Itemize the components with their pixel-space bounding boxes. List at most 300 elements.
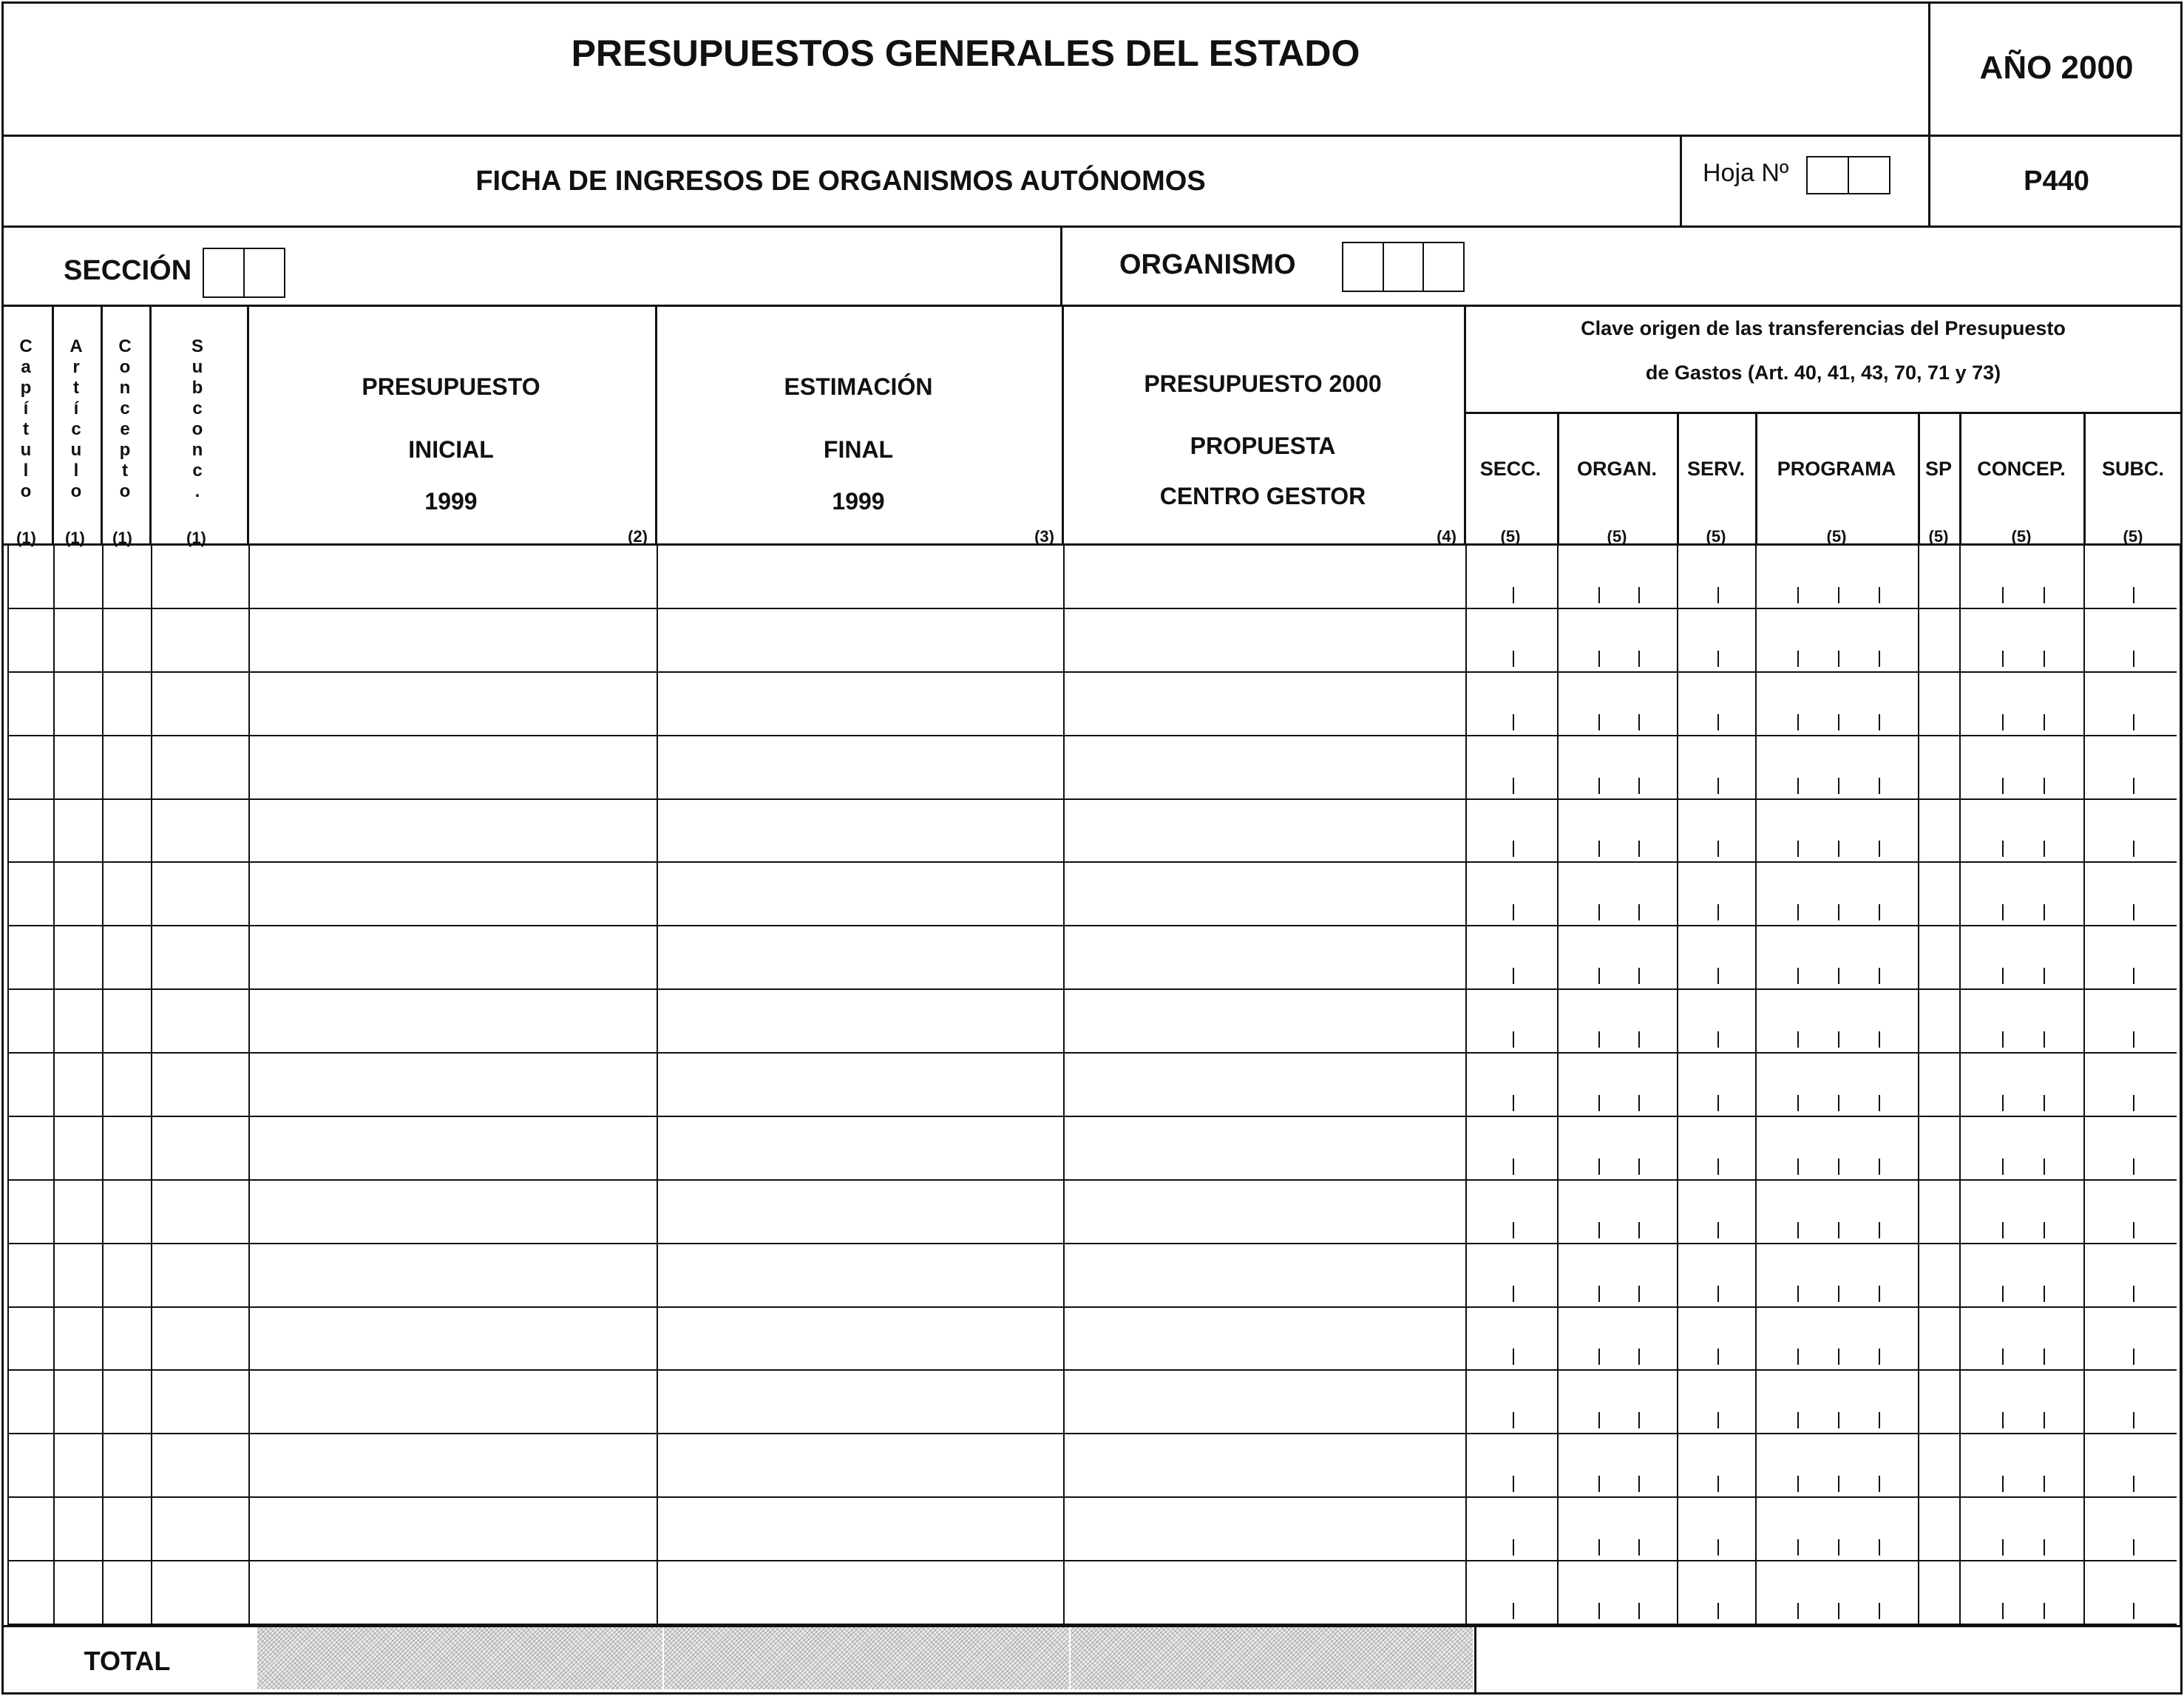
entry-cell[interactable]: [658, 673, 1063, 735]
entry-cell[interactable]: [1757, 1561, 1918, 1624]
entry-cell[interactable]: [1961, 800, 2083, 862]
entry-cell[interactable]: [1961, 1181, 2083, 1243]
entry-cell[interactable]: [55, 609, 102, 671]
entry-cell[interactable]: [2085, 926, 2180, 988]
entry-cell[interactable]: [9, 1244, 53, 1306]
digit-separator-tick: [1638, 904, 1640, 920]
entry-cell[interactable]: [1678, 1117, 1755, 1179]
entry-cell[interactable]: [1961, 1244, 2083, 1306]
entry-cell[interactable]: [658, 800, 1063, 862]
entry-cell[interactable]: [2085, 863, 2180, 925]
entry-cell[interactable]: [9, 1181, 53, 1243]
digit-separator-tick: [1513, 1286, 1514, 1302]
entry-cell[interactable]: [1919, 1054, 1959, 1116]
entry-cell[interactable]: [2085, 990, 2180, 1052]
entry-cell[interactable]: [2085, 1308, 2180, 1370]
digit-separator-tick: [1638, 1476, 1640, 1492]
entry-cell[interactable]: [9, 736, 53, 798]
entry-cell[interactable]: [55, 1434, 102, 1496]
entry-cell[interactable]: [1467, 1181, 1557, 1243]
entry-cell[interactable]: [2085, 800, 2180, 862]
transfer-col-header: SP: [1924, 458, 1953, 480]
entry-cell[interactable]: [1757, 800, 1918, 862]
entry-cell[interactable]: [250, 990, 657, 1052]
entry-cell[interactable]: [1757, 1434, 1918, 1496]
entry-cell[interactable]: [1065, 673, 1465, 735]
entry-cell[interactable]: [152, 609, 248, 671]
header-letter: o: [119, 357, 131, 377]
digit-separator-tick: [1513, 714, 1514, 730]
entry-cell[interactable]: [658, 1244, 1063, 1306]
entry-cell[interactable]: [1065, 926, 1465, 988]
entry-cell[interactable]: [1757, 1308, 1918, 1370]
entry-cell[interactable]: [1678, 673, 1755, 735]
digit-separator-tick: [1638, 1095, 1640, 1111]
entry-cell[interactable]: [1961, 926, 2083, 988]
entry-cell[interactable]: [1919, 736, 1959, 798]
entry-cell[interactable]: [1757, 1371, 1918, 1433]
entry-cell[interactable]: [1961, 990, 2083, 1052]
entry-cell[interactable]: [1678, 990, 1755, 1052]
entry-cell[interactable]: [152, 1117, 248, 1179]
entry-cell[interactable]: [1757, 546, 1918, 608]
entry-cell[interactable]: [104, 609, 151, 671]
entry-cell[interactable]: [250, 1371, 657, 1433]
digit-separator-tick: [1598, 1159, 1600, 1175]
entry-cell[interactable]: [658, 736, 1063, 798]
entry-cell[interactable]: [1467, 926, 1557, 988]
entry-cell[interactable]: [1678, 1181, 1755, 1243]
digit-separator-tick: [1513, 1603, 1514, 1619]
note-propuesta: (4): [1437, 527, 1456, 546]
digit-separator-tick: [1717, 651, 1719, 667]
entry-cell[interactable]: [104, 546, 151, 608]
entry-cell[interactable]: [1919, 546, 1959, 608]
entry-cell[interactable]: [9, 1308, 53, 1370]
entry-cell[interactable]: [250, 926, 657, 988]
entry-cell[interactable]: [658, 1498, 1063, 1560]
digit-separator-tick: [2133, 1031, 2134, 1048]
entry-cell[interactable]: [9, 673, 53, 735]
digit-separator-tick: [1838, 1031, 1839, 1048]
entry-cell[interactable]: [1065, 546, 1465, 608]
entry-cell[interactable]: [1678, 609, 1755, 671]
entry-cell[interactable]: [9, 800, 53, 862]
digit-separator-tick: [1717, 904, 1719, 920]
entry-cell[interactable]: [250, 736, 657, 798]
entry-cell[interactable]: [1961, 1308, 2083, 1370]
entry-cell[interactable]: [2085, 1371, 2180, 1433]
entry-cell[interactable]: [9, 1498, 53, 1560]
header-letter: u: [191, 357, 203, 377]
entry-cell[interactable]: [1678, 1434, 1755, 1496]
entry-cell[interactable]: [152, 1181, 248, 1243]
entry-cell[interactable]: [1919, 1244, 1959, 1306]
entry-cell[interactable]: [250, 1434, 657, 1496]
entry-cell[interactable]: [9, 1371, 53, 1433]
entry-cell[interactable]: [250, 1244, 657, 1306]
entry-cell[interactable]: [1757, 990, 1918, 1052]
entry-cell[interactable]: [658, 990, 1063, 1052]
header-letter: t: [23, 419, 29, 439]
entry-cell[interactable]: [55, 1181, 102, 1243]
entry-cell[interactable]: [1065, 1117, 1465, 1179]
entry-cell[interactable]: [250, 1117, 657, 1179]
entry-cell[interactable]: [1559, 1054, 1677, 1116]
entry-cell[interactable]: [55, 1498, 102, 1560]
entry-cell[interactable]: [1559, 1308, 1677, 1370]
entry-cell[interactable]: [1961, 1434, 2083, 1496]
entry-cell[interactable]: [1757, 673, 1918, 735]
entry-cell[interactable]: [1559, 1371, 1677, 1433]
entry-cell[interactable]: [1467, 990, 1557, 1052]
entry-cell[interactable]: [1757, 926, 1918, 988]
entry-cell[interactable]: [104, 1434, 151, 1496]
entry-cell[interactable]: [152, 736, 248, 798]
entry-cell[interactable]: [55, 1308, 102, 1370]
entry-cell[interactable]: [1919, 990, 1959, 1052]
entry-cell[interactable]: [1559, 1117, 1677, 1179]
entry-cell[interactable]: [250, 800, 657, 862]
entry-cell[interactable]: [1065, 800, 1465, 862]
entry-cell[interactable]: [1919, 1308, 1959, 1370]
entry-cell[interactable]: [104, 800, 151, 862]
digit-separator-tick: [2133, 841, 2134, 857]
entry-cell[interactable]: [250, 1498, 657, 1560]
entry-cell[interactable]: [2085, 1561, 2180, 1624]
entry-cell[interactable]: [55, 1117, 102, 1179]
entry-cell[interactable]: [1919, 800, 1959, 862]
entry-cell[interactable]: [1757, 863, 1918, 925]
entry-cell[interactable]: [104, 1371, 151, 1433]
entry-cell[interactable]: [152, 1498, 248, 1560]
entry-cell[interactable]: [104, 1181, 151, 1243]
entry-cell[interactable]: [1559, 546, 1677, 608]
entry-cell[interactable]: [1678, 1054, 1755, 1116]
entry-cell[interactable]: [104, 1244, 151, 1306]
entry-cell[interactable]: [1559, 673, 1677, 735]
entry-cell[interactable]: [1961, 673, 2083, 735]
entry-cell[interactable]: [1559, 1181, 1677, 1243]
entry-cell[interactable]: [104, 1117, 151, 1179]
digit-separator-tick: [1797, 651, 1799, 667]
entry-cell[interactable]: [104, 1498, 151, 1560]
entry-cell[interactable]: [55, 673, 102, 735]
entry-cell[interactable]: [250, 1181, 657, 1243]
digit-separator-tick: [1513, 1412, 1514, 1428]
entry-cell[interactable]: [2085, 546, 2180, 608]
header-letter: u: [70, 440, 82, 460]
entry-cell[interactable]: [1559, 609, 1677, 671]
entry-cell[interactable]: [152, 1434, 248, 1496]
entry-cell[interactable]: [1467, 546, 1557, 608]
entry-cell[interactable]: [250, 546, 657, 608]
entry-cell[interactable]: [1757, 1244, 1918, 1306]
transfer-col-note: (5): [1826, 527, 1847, 546]
entry-cell[interactable]: [152, 800, 248, 862]
digit-separator-tick: [2133, 651, 2134, 667]
entry-cell[interactable]: [1961, 609, 2083, 671]
entry-cell[interactable]: [2085, 1181, 2180, 1243]
entry-cell[interactable]: [1559, 1434, 1677, 1496]
transfer-columns: [1, 412, 2183, 546]
entry-cell[interactable]: [104, 1308, 151, 1370]
digit-separator-tick: [1879, 1412, 1880, 1428]
note-presupuesto: (2): [628, 527, 648, 546]
entry-cell[interactable]: [2085, 609, 2180, 671]
note-subconc: (1): [186, 529, 206, 547]
entry-cell[interactable]: [9, 990, 53, 1052]
entry-cell[interactable]: [1678, 736, 1755, 798]
entry-cell[interactable]: [55, 1054, 102, 1116]
digit-separator-tick: [2133, 1412, 2134, 1428]
entry-cell[interactable]: [1467, 609, 1557, 671]
entry-cell[interactable]: [1467, 1371, 1557, 1433]
entry-cell[interactable]: [104, 736, 151, 798]
entry-cell[interactable]: [1919, 1371, 1959, 1433]
entry-cell[interactable]: [1559, 1561, 1677, 1624]
entry-cell[interactable]: [1919, 1561, 1959, 1624]
entry-cell[interactable]: [1961, 1117, 2083, 1179]
entry-cell[interactable]: [1919, 1434, 1959, 1496]
entry-cell[interactable]: [1678, 1498, 1755, 1560]
entry-cell[interactable]: [55, 1561, 102, 1624]
entry-cell[interactable]: [55, 546, 102, 608]
entry-cell[interactable]: [1961, 1371, 2083, 1433]
entry-cell[interactable]: [1678, 926, 1755, 988]
digit-separator-tick: [1513, 841, 1514, 857]
entry-cell[interactable]: [55, 736, 102, 798]
entry-cell[interactable]: [1757, 1181, 1918, 1243]
entry-cell[interactable]: [104, 926, 151, 988]
digit-separator-tick: [2044, 1159, 2045, 1175]
organism-code-input[interactable]: [1342, 242, 1465, 292]
entry-cell[interactable]: [250, 609, 657, 671]
digit-separator-tick: [2002, 1476, 2004, 1492]
digit-separator-tick: [2044, 1349, 2045, 1365]
entry-cell[interactable]: [658, 1561, 1063, 1624]
entry-cell[interactable]: [1919, 1181, 1959, 1243]
entry-cell[interactable]: [658, 1117, 1063, 1179]
entry-cell[interactable]: [152, 863, 248, 925]
digit-separator-tick: [1797, 1286, 1799, 1302]
entry-cell[interactable]: [658, 1434, 1063, 1496]
digit-separator-tick: [2044, 714, 2045, 730]
entry-cell[interactable]: [1467, 1117, 1557, 1179]
entry-cell[interactable]: [9, 609, 53, 671]
entry-cell[interactable]: [55, 800, 102, 862]
digit-separator-tick: [1598, 1222, 1600, 1238]
entry-cell[interactable]: [1467, 1561, 1557, 1624]
digit-separator-tick: [1638, 651, 1640, 667]
digit-separator-tick: [2002, 968, 2004, 984]
digit-separator-tick: [2002, 1031, 2004, 1048]
entry-cell[interactable]: [1559, 990, 1677, 1052]
entry-cell[interactable]: [9, 926, 53, 988]
entry-cell[interactable]: [152, 1308, 248, 1370]
entry-cell[interactable]: [1559, 1244, 1677, 1306]
digit-separator-tick: [1513, 778, 1514, 794]
digit-separator-tick: [1838, 1603, 1839, 1619]
entry-cell[interactable]: [1559, 736, 1677, 798]
entry-cell[interactable]: [1919, 673, 1959, 735]
digit-separator-tick: [2002, 714, 2004, 730]
entry-cell[interactable]: [1919, 1117, 1959, 1179]
entry-cell[interactable]: [55, 990, 102, 1052]
entry-cell[interactable]: [1065, 1371, 1465, 1433]
entry-cell[interactable]: [1065, 1498, 1465, 1560]
entry-cell[interactable]: [2085, 1054, 2180, 1116]
section-code-input[interactable]: [203, 248, 285, 298]
entry-cell[interactable]: [2085, 1244, 2180, 1306]
entry-cell[interactable]: [2085, 1498, 2180, 1560]
entry-cell[interactable]: [1757, 1117, 1918, 1179]
entry-cell[interactable]: [9, 1117, 53, 1179]
entry-cell[interactable]: [1961, 736, 2083, 798]
entry-cell[interactable]: [1065, 1244, 1465, 1306]
entry-cell[interactable]: [152, 1561, 248, 1624]
entry-cell[interactable]: [250, 673, 657, 735]
entry-cell[interactable]: [1961, 546, 2083, 608]
entry-cell[interactable]: [658, 1054, 1063, 1116]
entry-grid: [1, 546, 2183, 1625]
entry-cell[interactable]: [1065, 736, 1465, 798]
entry-cell[interactable]: [9, 1434, 53, 1496]
entry-cell[interactable]: [1467, 800, 1557, 862]
entry-cell[interactable]: [1757, 736, 1918, 798]
entry-cell[interactable]: [658, 1181, 1063, 1243]
entry-cell[interactable]: [104, 673, 151, 735]
entry-cell[interactable]: [1065, 990, 1465, 1052]
entry-cell[interactable]: [1919, 863, 1959, 925]
entry-cell[interactable]: [1065, 1434, 1465, 1496]
entry-cell[interactable]: [1467, 863, 1557, 925]
entry-cell[interactable]: [250, 1054, 657, 1116]
digit-separator-tick: [1838, 651, 1839, 667]
entry-cell[interactable]: [1678, 546, 1755, 608]
entry-cell[interactable]: [1467, 1244, 1557, 1306]
entry-cell[interactable]: [1757, 609, 1918, 671]
entry-cell[interactable]: [1919, 609, 1959, 671]
entry-cell[interactable]: [1065, 609, 1465, 671]
total-label: TOTAL: [84, 1645, 171, 1676]
entry-cell[interactable]: [9, 546, 53, 608]
entry-cell[interactable]: [1065, 1181, 1465, 1243]
header-line: PRESUPUESTO: [362, 373, 540, 400]
entry-cell[interactable]: [250, 1561, 657, 1624]
entry-cell[interactable]: [1961, 1054, 2083, 1116]
entry-cell[interactable]: [658, 546, 1063, 608]
digit-separator-tick: [1638, 587, 1640, 603]
entry-cell[interactable]: [1559, 800, 1677, 862]
digit-separator-tick: [2044, 1031, 2045, 1048]
entry-cell[interactable]: [1678, 1371, 1755, 1433]
entry-cell[interactable]: [152, 546, 248, 608]
entry-cell[interactable]: [1678, 1561, 1755, 1624]
entry-cell[interactable]: [1467, 1308, 1557, 1370]
entry-cell[interactable]: [104, 1054, 151, 1116]
entry-cell[interactable]: [1919, 926, 1959, 988]
entry-cell[interactable]: [1065, 1054, 1465, 1116]
digit-separator-tick: [2133, 1603, 2134, 1619]
sheet-number-input[interactable]: [1806, 156, 1890, 194]
entry-cell[interactable]: [1559, 1498, 1677, 1560]
entry-cell[interactable]: [55, 926, 102, 988]
entry-cell[interactable]: [104, 1561, 151, 1624]
entry-cell[interactable]: [1678, 800, 1755, 862]
entry-cell[interactable]: [152, 1054, 248, 1116]
digit-separator-tick: [1513, 1095, 1514, 1111]
header-letter: o: [20, 481, 32, 501]
entry-cell[interactable]: [1467, 1498, 1557, 1560]
entry-cell[interactable]: [2085, 1434, 2180, 1496]
entry-cell[interactable]: [1961, 1498, 2083, 1560]
entry-cell[interactable]: [1559, 926, 1677, 988]
entry-cell[interactable]: [9, 863, 53, 925]
entry-cell[interactable]: [104, 990, 151, 1052]
entry-cell[interactable]: [152, 1371, 248, 1433]
entry-cell[interactable]: [104, 863, 151, 925]
entry-cell[interactable]: [1467, 673, 1557, 735]
entry-cell[interactable]: [1678, 1244, 1755, 1306]
entry-cell[interactable]: [152, 990, 248, 1052]
entry-cell[interactable]: [55, 1244, 102, 1306]
entry-cell[interactable]: [1559, 863, 1677, 925]
entry-cell[interactable]: [9, 1054, 53, 1116]
digit-separator-tick: [1717, 1286, 1719, 1302]
entry-cell[interactable]: [1757, 1498, 1918, 1560]
entry-cell[interactable]: [658, 1308, 1063, 1370]
entry-cell[interactable]: [1678, 863, 1755, 925]
entry-cell[interactable]: [55, 1371, 102, 1433]
entry-cell[interactable]: [658, 926, 1063, 988]
digit-separator-tick: [1797, 968, 1799, 984]
entry-cell[interactable]: [9, 1561, 53, 1624]
entry-cell[interactable]: [658, 1371, 1063, 1433]
digit-separator-tick: [1838, 841, 1839, 857]
entry-cell[interactable]: [2085, 736, 2180, 798]
entry-cell[interactable]: [152, 926, 248, 988]
digit-separator-tick: [2133, 1286, 2134, 1302]
entry-cell[interactable]: [1467, 1434, 1557, 1496]
entry-cell[interactable]: [658, 863, 1063, 925]
entry-cell[interactable]: [1065, 1561, 1465, 1624]
entry-cell[interactable]: [55, 863, 102, 925]
digit-separator-tick: [1598, 1603, 1600, 1619]
digit-separator-tick: [1797, 714, 1799, 730]
entry-cell[interactable]: [1757, 1054, 1918, 1116]
entry-cell[interactable]: [1678, 1308, 1755, 1370]
entry-cell[interactable]: [1961, 1561, 2083, 1624]
entry-cell[interactable]: [1961, 863, 2083, 925]
entry-cell[interactable]: [2085, 1117, 2180, 1179]
entry-cell[interactable]: [658, 609, 1063, 671]
digit-separator-tick: [1513, 651, 1514, 667]
entry-cell[interactable]: [152, 1244, 248, 1306]
entry-cell[interactable]: [250, 1308, 657, 1370]
entry-cell[interactable]: [1467, 1054, 1557, 1116]
entry-cell[interactable]: [152, 673, 248, 735]
entry-cell[interactable]: [250, 863, 657, 925]
entry-cell[interactable]: [2085, 673, 2180, 735]
entry-cell[interactable]: [1919, 1498, 1959, 1560]
entry-cell[interactable]: [1065, 863, 1465, 925]
header-letter: í: [73, 398, 79, 418]
entry-cell[interactable]: [1467, 736, 1557, 798]
entry-cell[interactable]: [1065, 1308, 1465, 1370]
digit-separator-tick: [2044, 841, 2045, 857]
digit-separator-tick: [1879, 778, 1880, 794]
